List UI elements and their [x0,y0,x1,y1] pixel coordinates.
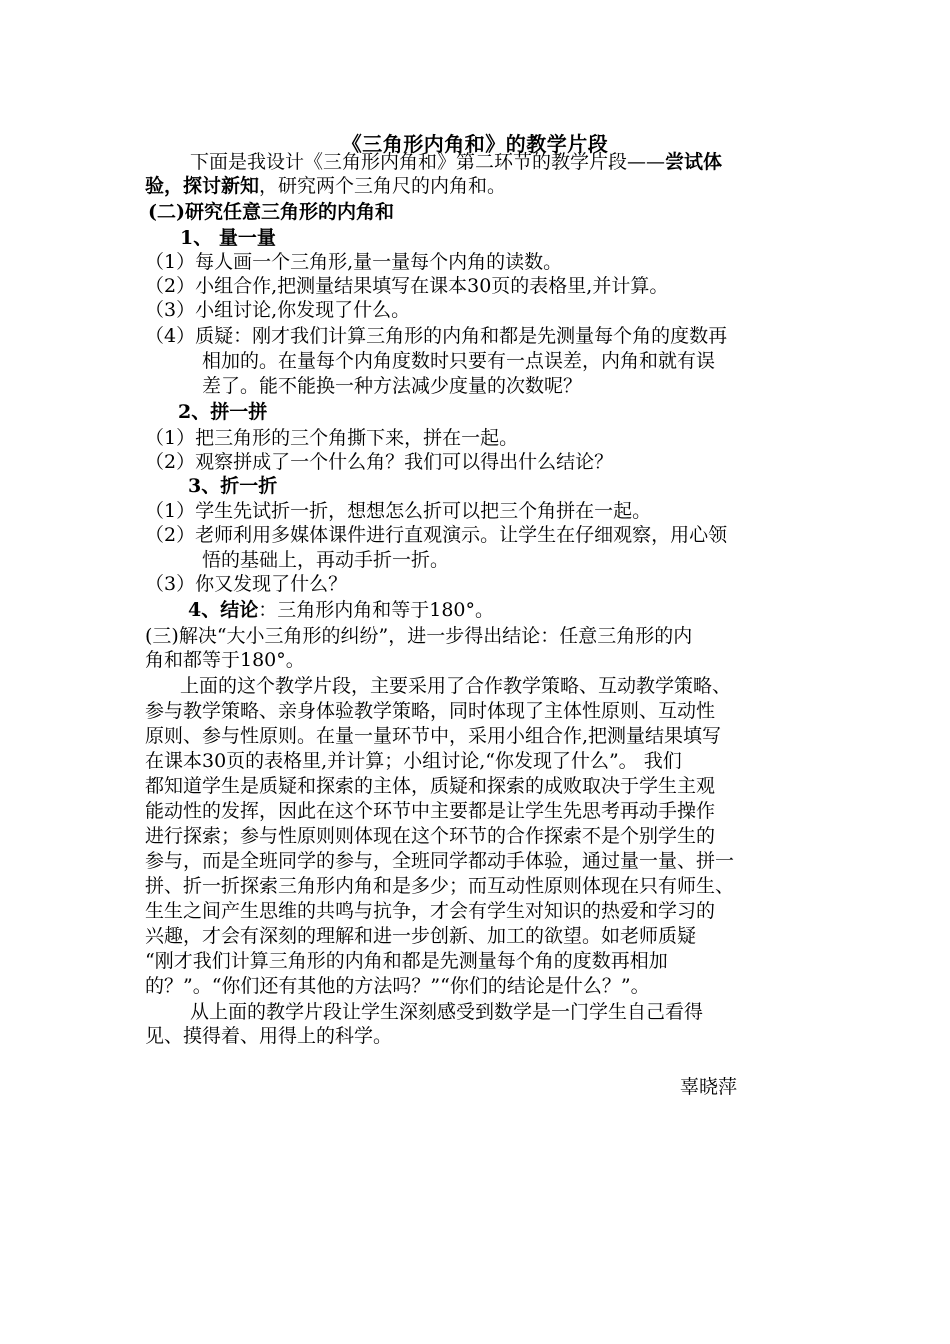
fold-heading: 3、折一折 [188,475,278,497]
measure-item: （3）小组讨论,你发现了什么。 [145,299,411,321]
author-signature: 辜晓萍 [680,1076,738,1098]
intro-line-1 [190,150,722,174]
closing-line: 从上面的教学片段让学生深刻感受到数学是一门学生自己看得 [190,1001,704,1023]
analysis-line: 能动性的发挥，因此在这个环节中主要都是让学生先思考再动手操作 [145,800,716,822]
analysis-line: 原则、参与性原则。在量一量环节中，采用小组合作,把测量结果填写 [145,725,722,747]
analysis-line: 兴趣，才会有深刻的理解和进一步创新、加工的欲望。如老师质疑 [145,925,697,947]
intro-line-2 [145,174,506,198]
fold-item: （3）你又发现了什么？ [145,573,348,595]
intro-bold-text: 尝试体 [665,151,723,173]
measure-item-4-line: 相加的。在量每个内角度数时只要有一点误差，内角和就有误 [202,350,716,372]
measure-heading: 1、 量一量 [180,227,276,249]
section-2-heading: (二)研究任意三角形的内角和 [148,201,394,223]
piece-item: （2）观察拼成了一个什么角？我们可以得出什么结论？ [145,451,614,473]
fold-item-2-line: （2）老师利用多媒体课件进行直观演示。让学生在仔细观察，用心领 [145,524,728,546]
analysis-line: “刚才我们计算三角形的内角和都是先测量每个角的度数再相加 [145,950,668,972]
analysis-line: 上面的这个教学片段，主要采用了合作教学策略、互动教学策略、 [180,675,732,697]
closing-line: 见、摸得着、用得上的科学。 [145,1025,393,1047]
piece-item: （1）把三角形的三个角撕下来，拼在一起。 [145,427,519,449]
section-3-line: (三)解决“大小三角形的纠纷”，进一步得出结论：任意三角形的内 [145,625,693,647]
analysis-line: 参与教学策略、亲身体验教学策略，同时体现了主体性原则、互动性 [145,700,716,722]
conclusion-label: 4、结论 [188,599,259,621]
conclusion-line [188,598,494,622]
measure-item: （1）每人画一个三角形,量一量每个内角的读数。 [145,251,563,273]
analysis-line: 生生之间产生思维的共鸣与抗争，才会有学生对知识的热爱和学习的 [145,900,716,922]
piece-heading: 2、拼一拼 [178,401,268,423]
analysis-line: 拼、折一折探索三角形内角和是多少；而互动性原则体现在只有师生、 [145,875,735,897]
intro-text: ，研究两个三角尺的内角和。 [259,175,507,197]
analysis-line: 的？”。“你们还有其他的方法吗？”“你们的结论是什么？”。 [145,975,650,997]
section-3-line: 角和都等于180°。 [145,649,305,671]
measure-item-4-line: 差了。能不能换一种方法减少度量的次数呢？ [202,375,583,397]
intro-bold-text: 验，探讨新知 [145,175,260,197]
intro-text: 下面是我设计《三角形内角和》第二环节的教学片段—— [190,151,666,173]
analysis-line: 进行探索；参与性原则则体现在这个环节的合作探索不是个别学生的 [145,825,716,847]
measure-item: （2）小组合作,把测量结果填写在课本30页的表格里,并计算。 [145,275,669,297]
analysis-line: 在课本30页的表格里,并计算；小组讨论,“你发现了什么”。 我们 [145,750,682,772]
analysis-line: 参与，而是全班同学的参与，全班同学都动手体验，通过量一量、拼一 [145,850,735,872]
analysis-line: 都知道学生是质疑和探索的主体，质疑和探索的成败取决于学生主观 [145,775,716,797]
document-title: 《三角形内角和》的教学片段 [341,132,609,156]
fold-item-2-line: 悟的基础上，再动手折一折。 [202,549,450,571]
conclusion-text: ：三角形内角和等于180°。 [258,599,495,621]
measure-item-4-line: （4）质疑：刚才我们计算三角形的内角和都是先测量每个角的度数再 [145,325,728,347]
fold-item: （1）学生先试折一折，想想怎么折可以把三个角拼在一起。 [145,500,652,522]
